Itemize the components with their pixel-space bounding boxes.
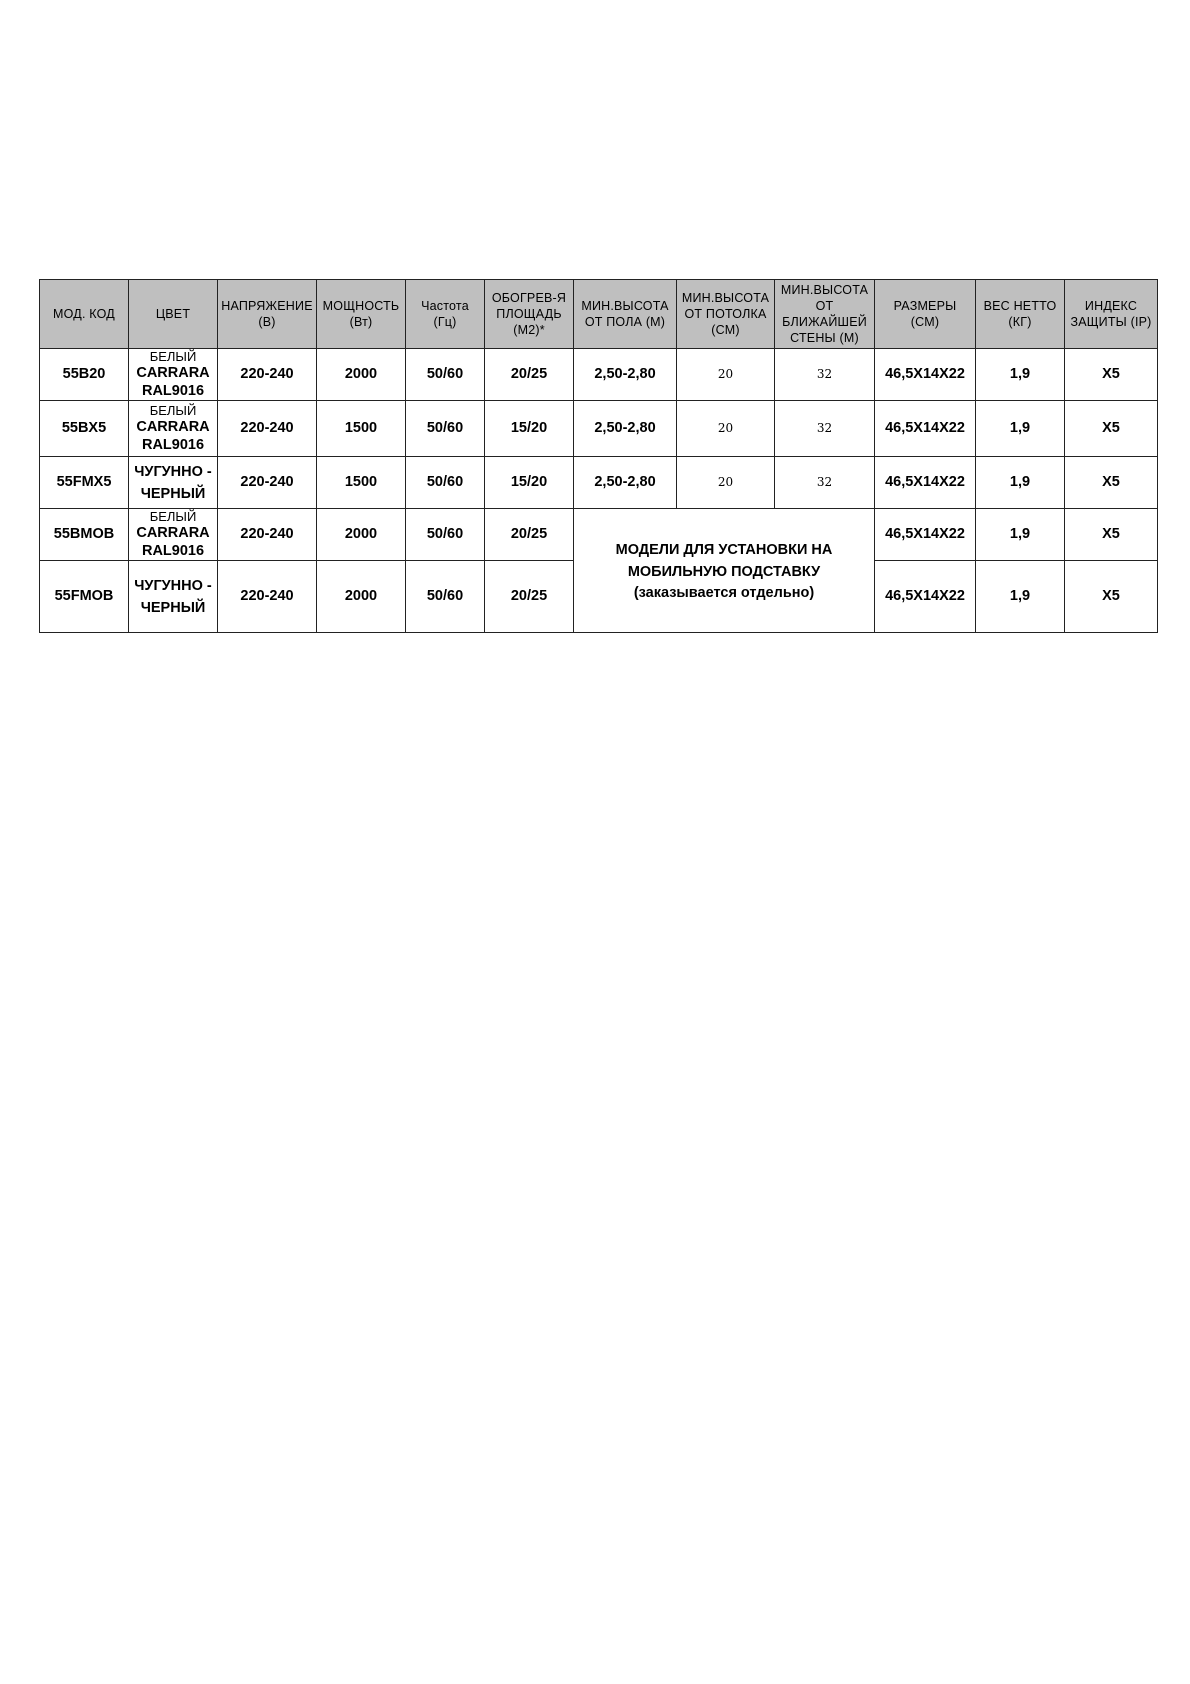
- header-min-distance-wall: МИН.ВЫСОТА ОТ БЛИЖАЙШЕЙ СТЕНЫ (М): [775, 280, 875, 349]
- cell-ip: X5: [1065, 509, 1158, 561]
- header-frequency: Частота (Гц): [406, 280, 485, 349]
- header-row: [40, 280, 1158, 349]
- cell-weight: 1,9: [976, 457, 1065, 509]
- specifications-table: [39, 279, 1158, 633]
- cell-ceiling-height: 20: [677, 457, 775, 509]
- cell-dimensions: 46,5X14X22: [875, 509, 976, 561]
- cell-power: 1500: [317, 401, 406, 457]
- cell-power: 2000: [317, 349, 406, 401]
- header-voltage: НАПРЯЖЕНИЕ (В): [218, 280, 317, 349]
- cell-dimensions: 46,5X14X22: [875, 561, 976, 633]
- cell-voltage: 220-240: [218, 401, 317, 457]
- cell-color: ЧУГУННО - ЧЕРНЫЙ: [129, 561, 218, 633]
- cell-ip: X5: [1065, 457, 1158, 509]
- cell-code: 55FMX5: [40, 457, 129, 509]
- cell-area: 20/25: [485, 561, 574, 633]
- cell-color: БЕЛЫЙ CARRARA RAL9016: [129, 509, 218, 561]
- cell-frequency: 50/60: [406, 509, 485, 561]
- header-dimensions: РАЗМЕРЫ (СМ): [875, 280, 976, 349]
- cell-color: БЕЛЫЙ CARRARA RAL9016: [129, 401, 218, 457]
- cell-floor-height: 2,50-2,80: [574, 349, 677, 401]
- table-row: [40, 349, 1158, 401]
- cell-wall-distance: 32: [775, 457, 875, 509]
- cell-ceiling-height: 20: [677, 401, 775, 457]
- cell-ip: X5: [1065, 561, 1158, 633]
- cell-ip: X5: [1065, 401, 1158, 457]
- mobile-stand-note: МОДЕЛИ ДЛЯ УСТАНОВКИ НА МОБИЛЬНУЮ ПОДСТАВКУ (заказывается отдельно): [574, 509, 875, 633]
- cell-power: 2000: [317, 509, 406, 561]
- cell-code: 55BMOB: [40, 509, 129, 561]
- cell-ceiling-height: 20: [677, 349, 775, 401]
- cell-color: ЧУГУННО - ЧЕРНЫЙ: [129, 457, 218, 509]
- header-power: МОЩНОСТЬ (Вт): [317, 280, 406, 349]
- cell-weight: 1,9: [976, 401, 1065, 457]
- cell-frequency: 50/60: [406, 349, 485, 401]
- cell-voltage: 220-240: [218, 509, 317, 561]
- cell-dimensions: 46,5X14X22: [875, 349, 976, 401]
- header-heating-area: ОБОГРЕВ-Я ПЛОЩАДЬ (М2)*: [485, 280, 574, 349]
- cell-power: 1500: [317, 457, 406, 509]
- cell-code: 55BX5: [40, 401, 129, 457]
- cell-floor-height: 2,50-2,80: [574, 457, 677, 509]
- header-color: ЦВЕТ: [129, 280, 218, 349]
- cell-voltage: 220-240: [218, 457, 317, 509]
- header-min-height-ceiling: МИН.ВЫСОТА ОТ ПОТОЛКА (СМ): [677, 280, 775, 349]
- cell-color: БЕЛЫЙ CARRARA RAL9016: [129, 349, 218, 401]
- header-net-weight: ВЕС НЕТТО (КГ): [976, 280, 1065, 349]
- table-row: [40, 509, 1158, 561]
- cell-frequency: 50/60: [406, 561, 485, 633]
- cell-floor-height: 2,50-2,80: [574, 401, 677, 457]
- table-row: [40, 401, 1158, 457]
- cell-power: 2000: [317, 561, 406, 633]
- header-min-height-floor: МИН.ВЫСОТА ОТ ПОЛА (М): [574, 280, 677, 349]
- cell-area: 20/25: [485, 509, 574, 561]
- cell-voltage: 220-240: [218, 349, 317, 401]
- cell-dimensions: 46,5X14X22: [875, 457, 976, 509]
- cell-area: 15/20: [485, 401, 574, 457]
- cell-code: 55B20: [40, 349, 129, 401]
- table-row: [40, 457, 1158, 509]
- cell-voltage: 220-240: [218, 561, 317, 633]
- cell-weight: 1,9: [976, 349, 1065, 401]
- cell-area: 20/25: [485, 349, 574, 401]
- header-protection-index: ИНДЕКС ЗАЩИТЫ (IP): [1065, 280, 1158, 349]
- cell-code: 55FMOB: [40, 561, 129, 633]
- cell-weight: 1,9: [976, 561, 1065, 633]
- cell-ip: X5: [1065, 349, 1158, 401]
- cell-wall-distance: 32: [775, 349, 875, 401]
- cell-frequency: 50/60: [406, 457, 485, 509]
- cell-area: 15/20: [485, 457, 574, 509]
- cell-weight: 1,9: [976, 509, 1065, 561]
- cell-frequency: 50/60: [406, 401, 485, 457]
- cell-dimensions: 46,5X14X22: [875, 401, 976, 457]
- header-model-code: МОД. КОД: [40, 280, 129, 349]
- cell-wall-distance: 32: [775, 401, 875, 457]
